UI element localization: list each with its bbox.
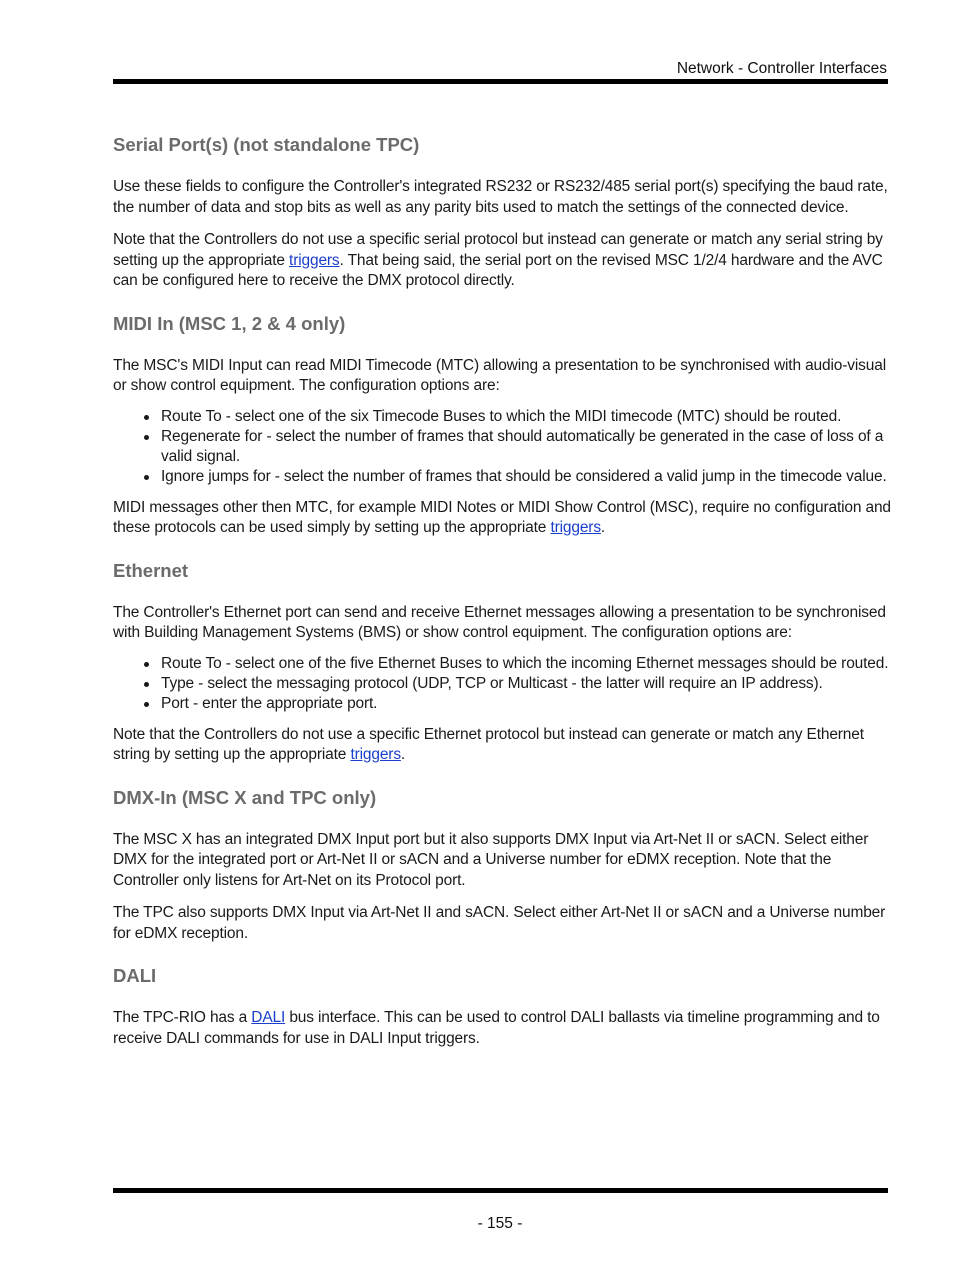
list-item: Type - select the messaging protocol (UDP, TCP or Multicast - the latter will require an IP address). bbox=[161, 674, 893, 694]
section-heading-ethernet: Ethernet bbox=[113, 559, 189, 581]
dali-p1-text-after: bus interface. This can be used to control DALI ballasts via timeline programming and to receive DALI commands for use in DALI Input triggers. bbox=[113, 1009, 880, 1047]
running-header: Network - Controller Interfaces bbox=[676, 60, 887, 77]
footer-rule bbox=[113, 1188, 888, 1193]
serial-p2-text-before: Note that the Controllers do not use a specific serial protocol but instead can generate or match any serial string by setting up the appropriate bbox=[113, 231, 883, 269]
midi-paragraph-1: The MSC's MIDI Input can read MIDI Timecode (MTC) allowing a presentation to be synchronised with audio-visual or show control equipment. The configuration options are: bbox=[113, 356, 886, 394]
header-rule bbox=[113, 79, 888, 84]
section-heading-serial: Serial Port(s) (not standalone TPC) bbox=[113, 134, 420, 155]
list-item: Route To - select one of the five Ethernet Buses to which the incoming Ethernet messages should be routed. bbox=[161, 654, 893, 674]
midi-p2-text-before: MIDI messages other then MTC, for example MIDI Notes or MIDI Show Control (MSC), require no configuration and these protocols can be used simply by setting up the appropriate bbox=[113, 498, 891, 536]
serial-paragraph-2 bbox=[113, 230, 893, 292]
ethernet-paragraph-2 bbox=[113, 725, 893, 766]
page-number: - 155 - bbox=[477, 1215, 523, 1232]
triggers-link-serial[interactable]: triggers bbox=[289, 251, 340, 269]
page-content bbox=[113, 134, 893, 1061]
midi-paragraph-2 bbox=[113, 498, 893, 539]
list-item: Route To - select one of the six Timecode Buses to which the MIDI timecode (MTC) should be routed. bbox=[161, 407, 893, 427]
midi-options-list bbox=[113, 407, 893, 487]
dali-p1-text-before: The TPC-RIO has a bbox=[113, 1009, 252, 1026]
ethernet-p2-text-before: Note that the Controllers do not use a specific Ethernet protocol but instead can generate or match any Ethernet string by setting up the appropriate bbox=[113, 725, 864, 763]
dmx-paragraph-2: The TPC also supports DMX Input via Art-Net II and sACN. Select either Art-Net II or sACN and a Universe number for eDMX reception. bbox=[113, 904, 886, 942]
section-heading-dali: DALI bbox=[113, 965, 157, 986]
ethernet-p2-text-after: . bbox=[400, 746, 406, 763]
ethernet-options-list bbox=[113, 654, 893, 714]
list-item: Port - enter the appropriate port. bbox=[161, 694, 893, 714]
serial-p2-text-after: . That being said, the serial port on the revised MSC 1/2/4 hardware and the AVC can be configured here to receive the DMX protocol directly. bbox=[113, 251, 883, 289]
list-item: Regenerate for - select the number of frames that should automatically be generated in the case of loss of a valid signal. bbox=[161, 427, 893, 467]
midi-p2-text-after: . bbox=[600, 519, 606, 536]
ethernet-paragraph-1: The Controller's Ethernet port can send and receive Ethernet messages allowing a presentation to be synchronised with Building Management Systems (BMS) or show control equipment. The configuration options are: bbox=[113, 603, 886, 641]
triggers-link-ethernet[interactable]: triggers bbox=[350, 746, 401, 763]
dmx-paragraph-1: The MSC X has an integrated DMX Input port but it also supports DMX Input via Art-Net II or sACN. Select either DMX for the integrated port or Art-Net II or sACN and a Universe number for eDMX reception. Note that the Controller only listens for Art-Net on its Protocol port. bbox=[113, 830, 869, 889]
triggers-link-midi[interactable]: triggers bbox=[550, 519, 601, 536]
dali-paragraph-1 bbox=[113, 1008, 893, 1049]
serial-paragraph-1: Use these fields to configure the Controller's integrated RS232 or RS232/485 serial port(s) specifying the baud rate, the number of data and stop bits as well as any parity bits used to match the settings of the connected device. bbox=[113, 178, 888, 216]
dali-link[interactable]: DALI bbox=[251, 1009, 286, 1026]
section-heading-midi: MIDI In (MSC 1, 2 & 4 only) bbox=[113, 312, 346, 334]
list-item: Ignore jumps for - select the number of frames that should be considered a valid jump in the timecode value. bbox=[161, 467, 893, 487]
section-heading-dmx: DMX-In (MSC X and TPC only) bbox=[113, 786, 377, 808]
